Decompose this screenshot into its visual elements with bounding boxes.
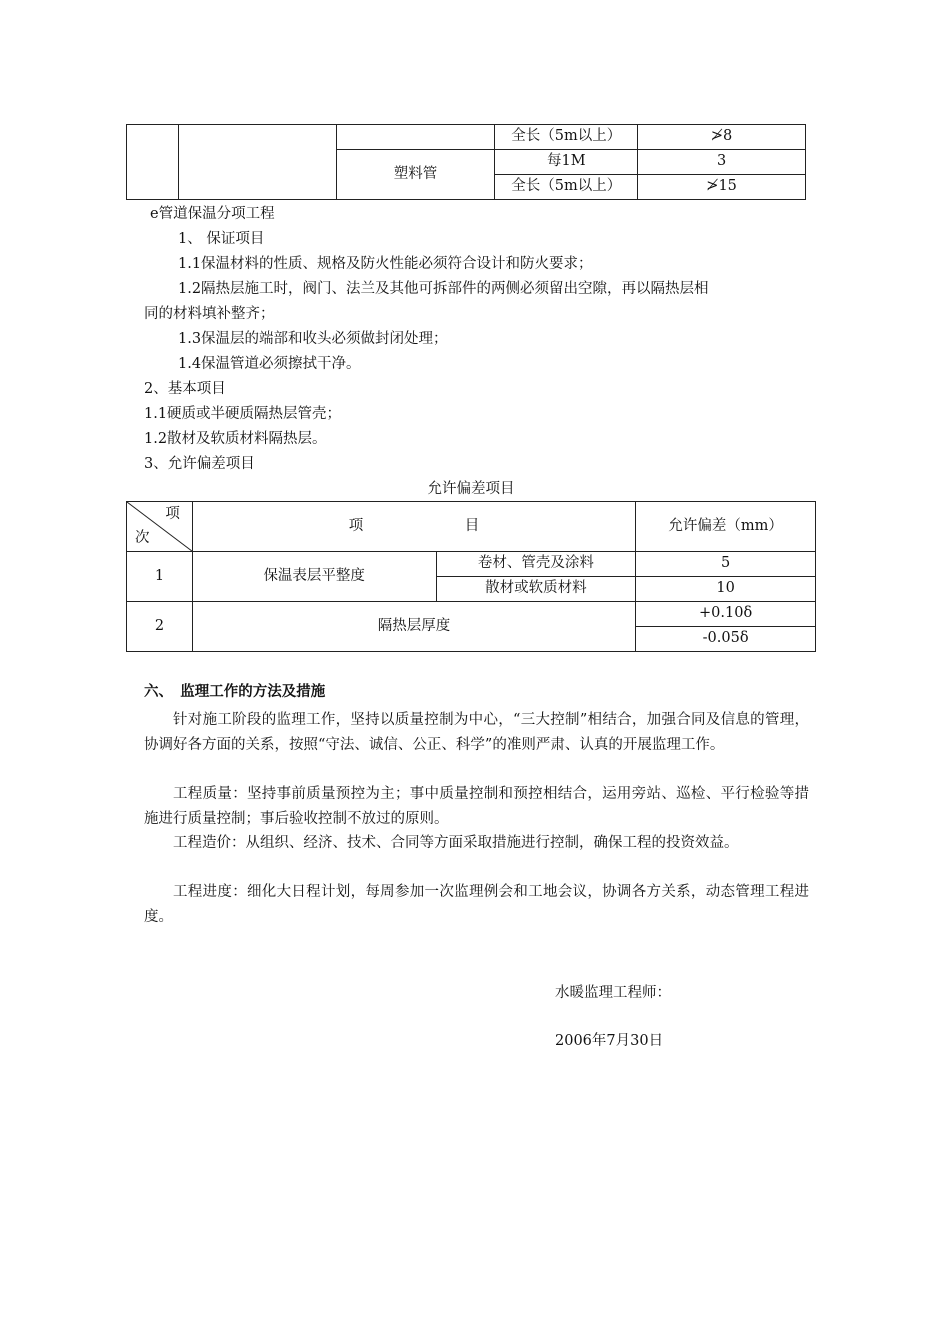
table-row xyxy=(127,602,816,627)
guarantee-item: 同的材料填补整齐； xyxy=(144,306,275,322)
table-cell-material: 塑料管 xyxy=(336,150,495,200)
row-number: 2 xyxy=(127,602,193,652)
table-header-row xyxy=(127,502,816,552)
guarantee-item: 1.3保温层的端部和收头必须做封闭处理； xyxy=(178,331,448,347)
header-item: 项 目 xyxy=(192,502,635,552)
table-row xyxy=(127,552,816,577)
guarantee-item: 1.4保温管道必须擦拭干净。 xyxy=(178,356,361,372)
insulation-deviation-table xyxy=(126,501,816,652)
signature-date: 2006年7月30日 xyxy=(555,1033,664,1049)
table-cell-value: 3 xyxy=(638,150,806,175)
paragraph: 工程进度：细化大日程计划，每周参加一次监理例会和工地会议，协调各方关系，动态管理工程进度。 xyxy=(144,884,809,925)
row-value: -0.05δ xyxy=(636,627,816,652)
table-cell-value: ≯15 xyxy=(638,175,806,200)
table-cell-empty xyxy=(178,125,336,200)
paragraph: 工程质量：坚持事前质量预控为主；事中质量控制和预控相结合，运用旁站、巡检、平行检验等措施进行质量控制；事后验收控制不放过的原则。 xyxy=(144,786,809,827)
table-cell-condition: 全长（5m以上） xyxy=(495,125,638,150)
signature-role: 水暖监理工程师： xyxy=(555,985,671,1001)
header-item-label: 项 xyxy=(165,506,180,522)
header-no-label: 次 xyxy=(135,529,150,546)
header-tolerance: 允许偏差（mm） xyxy=(636,502,816,552)
pipe-deviation-table-continued xyxy=(126,124,806,200)
row-value: +0.10δ xyxy=(636,602,816,627)
table-cell-condition: 每1M xyxy=(495,150,638,175)
table-cell-empty xyxy=(127,125,179,200)
deviation-title: 3、允许偏差项目 xyxy=(144,456,255,472)
basic-item: 1.2散材及软质材料隔热层。 xyxy=(144,431,327,447)
basic-title: 2、基本项目 xyxy=(144,381,226,397)
row-item-name: 保温表层平整度 xyxy=(192,552,436,602)
guarantee-item: 1.1保温材料的性质、规格及防火性能必须符合设计和防火要求； xyxy=(178,256,593,272)
table-caption: 允许偏差项目 xyxy=(427,481,515,497)
row-number: 1 xyxy=(127,552,193,602)
diagonal-header-cell xyxy=(127,502,193,552)
table-cell-value: ≯8 xyxy=(638,125,806,150)
row-value: 10 xyxy=(636,577,816,602)
row-item-name: 隔热层厚度 xyxy=(192,602,635,652)
section-heading: 六、 监理工作的方法及措施 xyxy=(144,684,326,700)
basic-item: 1.1硬质或半硬质隔热层管壳； xyxy=(144,406,342,422)
paragraph: 针对施工阶段的监理工作，坚持以质量控制为中心，“三大控制”相结合，加强合同及信息的管理，协调好各方面的关系，按照“守法、诚信、公正、科学”的准则严肃、认真的开展监理工作。 xyxy=(144,712,809,753)
row-sub-item: 卷材、管壳及涂料 xyxy=(436,552,636,577)
table-row xyxy=(127,125,806,150)
table-cell-condition: 全长（5m以上） xyxy=(495,175,638,200)
paragraph: 工程造价：从组织、经济、技术、合同等方面采取措施进行控制，确保工程的投资效益。 xyxy=(173,835,739,851)
guarantee-item: 1.2隔热层施工时，阀门、法兰及其他可拆部件的两侧必须留出空隙，再以隔热层相 xyxy=(178,281,709,297)
row-value: 5 xyxy=(636,552,816,577)
section-e-title: e管道保温分项工程 xyxy=(150,206,275,222)
guarantee-title: 1、 保证项目 xyxy=(178,231,265,247)
row-sub-item: 散材或软质材料 xyxy=(436,577,636,602)
table-cell-empty xyxy=(336,125,495,150)
